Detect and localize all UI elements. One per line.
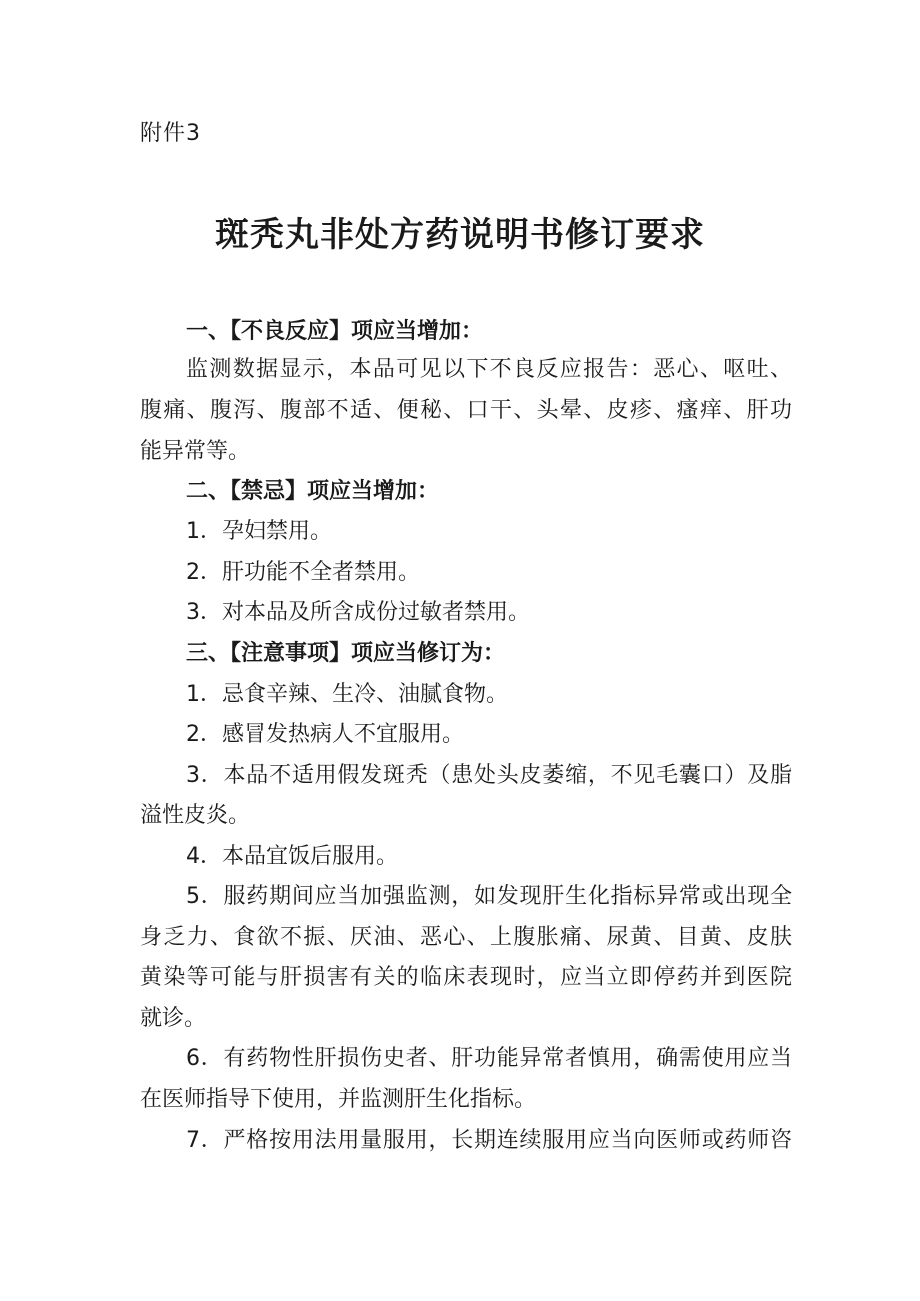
section-heading-precautions: 三、【注意事项】项应当修订为： xyxy=(186,641,506,666)
paragraph-line: 监测数据显示，本品可见以下不良反应报告：恶心、呕吐、 xyxy=(186,357,792,382)
list-item: 3．本品不适用假发斑秃（患处头皮萎缩，不见毛囊口）及脂 xyxy=(186,763,792,788)
list-item: 3．对本品及所含成份过敏者禁用。 xyxy=(186,600,530,625)
paragraph-line: 溢性皮炎。 xyxy=(140,803,251,828)
paragraph-line: 身乏力、食欲不振、厌油、恶心、上腹胀痛、尿黄、目黄、皮肤 xyxy=(140,925,792,950)
list-item: 1．孕妇禁用。 xyxy=(186,519,332,544)
list-item: 4．本品宜饭后服用。 xyxy=(186,844,398,869)
list-item: 2．肝功能不全者禁用。 xyxy=(186,560,420,585)
paragraph-line: 能异常等。 xyxy=(140,439,251,464)
section-heading-contraindications: 二、【禁忌】项应当增加： xyxy=(186,479,440,504)
paragraph-line: 就诊。 xyxy=(140,1006,207,1031)
list-item: 2．感冒发热病人不宜服用。 xyxy=(186,722,464,747)
paragraph-line: 黄染等可能与肝损害有关的临床表现时，应当立即停药并到医院 xyxy=(140,965,792,990)
list-item: 5．服药期间应当加强监测，如发现肝生化指标异常或出现全 xyxy=(186,884,792,909)
list-item: 1．忌食辛辣、生冷、油腻食物。 xyxy=(186,682,508,707)
section-heading-adverse-reactions: 一、【不良反应】项应当增加： xyxy=(186,319,484,344)
attachment-label: 附件3 xyxy=(140,121,201,146)
list-item: 7．严格按用法用量服用，长期连续服用应当向医师或药师咨 xyxy=(186,1128,792,1153)
list-item: 6．有药物性肝损伤史者、肝功能异常者慎用，确需使用应当 xyxy=(186,1046,792,1071)
paragraph-line: 在医师指导下使用，并监测肝生化指标。 xyxy=(140,1087,537,1112)
paragraph-line: 腹痛、腹泻、腹部不适、便秘、口干、头晕、皮疹、瘙痒、肝功 xyxy=(140,398,792,423)
document-title: 斑秃丸非处方药说明书修订要求 xyxy=(215,215,705,255)
